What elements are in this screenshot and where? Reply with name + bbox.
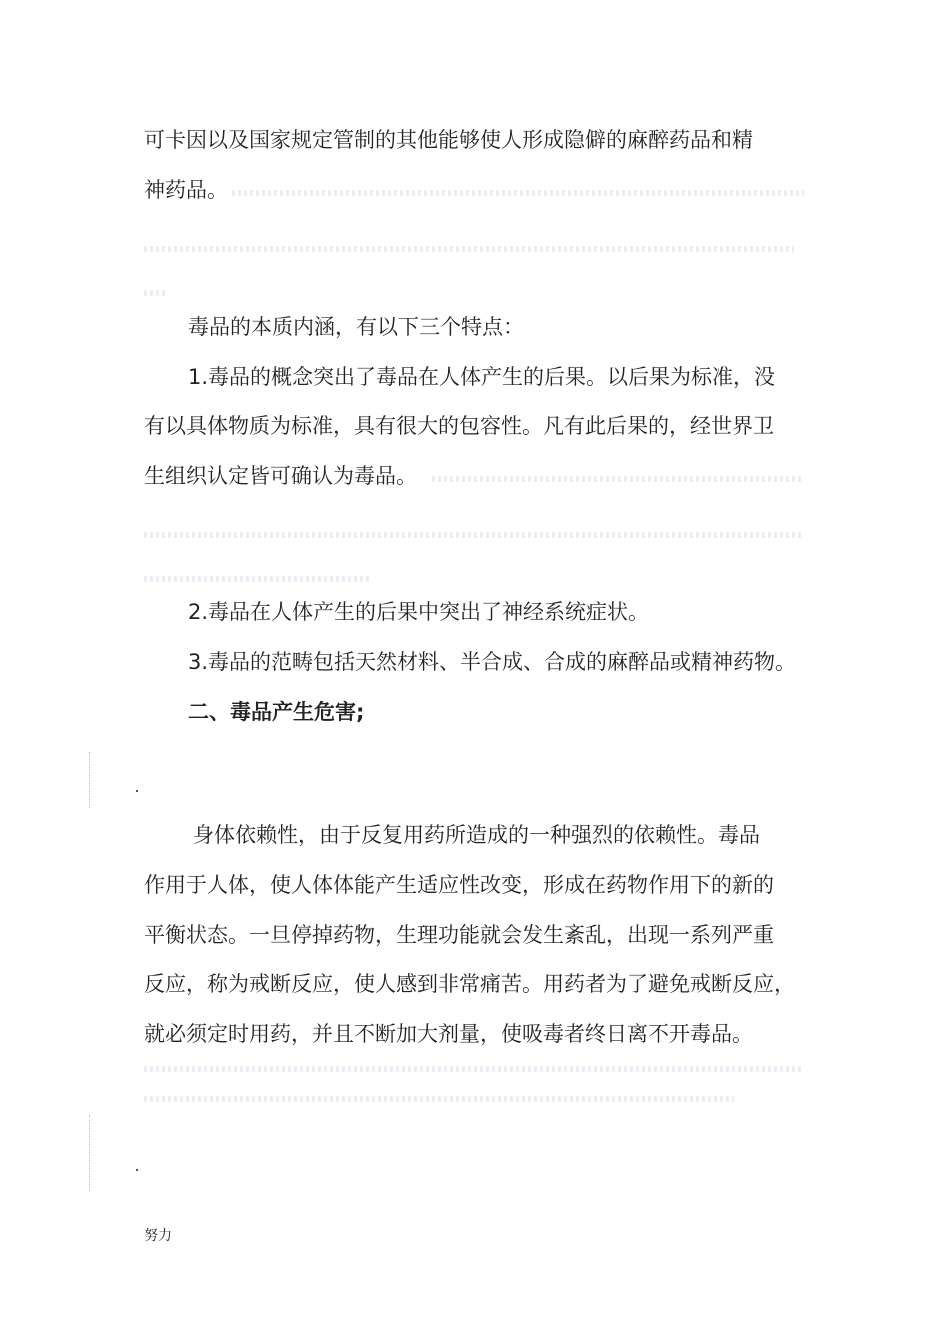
margin-dotted-line (89, 1115, 90, 1191)
paragraph-line: 2.毒品在人体产生的后果中突出了神经系统症状。 (188, 600, 650, 624)
paragraph-line: 反应，称为戒断反应，使人感到非常痛苦。用药者为了避免戒断反应， (144, 972, 795, 996)
faint-watermark-text (232, 190, 804, 196)
page-footer: 努力 (144, 1228, 172, 1244)
paragraph-line: 就必须定时用药，并且不断加大剂量，使吸毒者终日离不开毒品。 (144, 1022, 753, 1046)
faint-watermark-text (144, 532, 804, 538)
paragraph-line: 3.毒品的范畴包括天然材料、半合成、合成的麻醉品或精神药物。 (188, 650, 797, 674)
paragraph-line: 生组织认定皆可确认为毒品。 (144, 464, 417, 488)
faint-watermark-text (144, 1096, 734, 1102)
margin-dot (136, 1169, 138, 1171)
paragraph-line: 神药品。 (144, 178, 228, 202)
paragraph-line: 作用于人体，使人体体能产生适应性改变，形成在药物作用下的新的 (144, 873, 774, 897)
faint-watermark-text (144, 576, 372, 582)
paragraph-line: 毒品的本质内涵，有以下三个特点： (188, 315, 524, 339)
margin-dotted-line (89, 752, 90, 808)
faint-watermark-text (144, 1066, 804, 1072)
paragraph-line: 有以具体物质为标准，具有很大的包容性。凡有此后果的，经世界卫 (144, 414, 774, 438)
section-heading: 二、毒品产生危害; (188, 700, 365, 724)
paragraph-line: 平衡状态。一旦停掉药物，生理功能就会发生紊乱，出现一系列严重 (144, 923, 774, 947)
faint-watermark-text (144, 290, 166, 296)
paragraph-line: 身体依赖性，由于反复用药所造成的一种强烈的依赖性。毒品 (193, 823, 760, 847)
paragraph-line: 1.毒品的概念突出了毒品在人体产生的后果。以后果为标准，没 (188, 365, 776, 389)
faint-watermark-text (144, 246, 794, 252)
margin-dot (136, 790, 138, 792)
faint-watermark-text (432, 476, 804, 482)
paragraph-line: 可卡因以及国家规定管制的其他能够使人形成隐僻的麻醉药品和精 (144, 128, 753, 152)
